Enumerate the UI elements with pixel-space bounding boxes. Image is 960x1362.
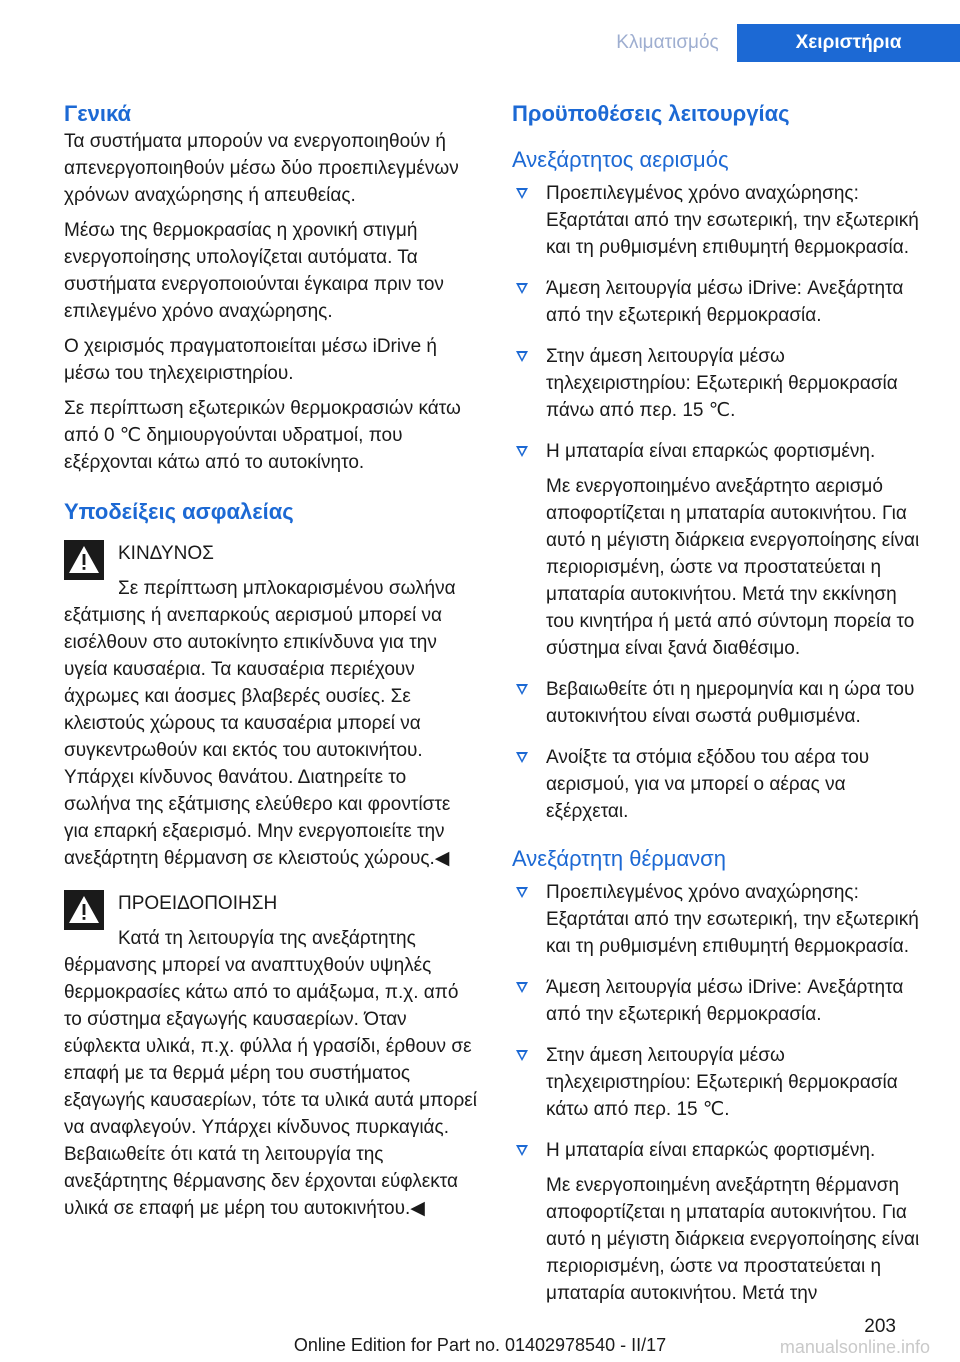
general-paragraph: Τα συστήματα μπορούν να ενεργοποιηθούν ή απενεργοποιηθούν μέσω δύο προεπιλεγμένων χρόνων αναχώρησης ή απευθείας. (64, 131, 459, 206)
right-column (512, 100, 930, 1307)
list-item (512, 974, 930, 1028)
list-item-text: Άμεση λειτουργία μέσω iDrive: Ανεξάρτητα από την εξωτερική θερμοκρασία. (546, 278, 904, 326)
general-paragraph: Σε περίπτωση εξωτερικών θερμοκρασιών κάτω από 0 ℃ δημιουργούνται υδρατμοί, που εξέρχονται κάτω από το αυτοκίνητο. (64, 398, 461, 473)
page-number: 203 (864, 1316, 896, 1337)
list-item (512, 180, 930, 261)
tab-controls[interactable]: Χειριστήρια (737, 24, 960, 62)
list-item-note: Με ενεργοποιημένο ανεξάρτητο αερισμό αποφορτίζεται η μπαταρία αυτοκινήτου. Για αυτό η μέγιστη διάρκεια ενεργοποίησης είναι περιορισμένη, ώστε να προστατεύεται η μπαταρία αυτοκινήτου. Μετά την εκκίνηση του κινητήρα ή μετά από σύντομη πορεία το σύστημα είναι ξανά διαθέσιμο. (546, 476, 920, 659)
list-item (512, 744, 930, 825)
list-item (512, 343, 930, 424)
list-item-text: Στην άμεση λειτουργία μέσω τηλεχειριστηρίου: Εξωτερική θερμοκρασία πάνω από περ. 15 ℃. (546, 346, 898, 421)
heating-list (512, 879, 930, 1307)
warning-triangle-icon (64, 540, 104, 580)
bullet-triangle-icon (516, 1050, 528, 1061)
bullet-triangle-icon (516, 446, 528, 457)
edition-footer: Online Edition for Part no. 01402978540 - II/17 (293, 1335, 667, 1355)
caution-warning (64, 890, 478, 1222)
prerequisites-heading: Προϋποθέσεις λειτουργίας (512, 101, 790, 126)
bullet-triangle-icon (516, 188, 528, 199)
list-item-note: Με ενεργοποιημένη ανεξάρτητη θέρμανση αποφορτίζεται η μπαταρία αυτοκινήτου. Για αυτό η μέγιστη διάρκεια ενεργοποίησης είναι περιορισμένη, ώστε να προστατεύεται η μπαταρία αυτοκινήτου. Μετά την (546, 1175, 920, 1304)
warning-body: θέρμανσης μπορεί να αναπτυχθούν υψηλές θερμοκρασίες κάτω από το αμάξωμα, π.χ. από το σύστημα εξαγωγής καυσαερίων. Όταν εύφλεκτα υλικά, π.χ. φύλλα ή γρασίδι, έρθουν σε επαφή με τα θερμά μέρη του συστήματος εξαγωγής καυσαερίων, τότε τα υλικά αυτά μπορεί να αναφλεγούν. Υπάρχει κίνδυνος πυρκαγιάς. Βεβαιωθείτε ότι κατά τη λειτουργία της ανεξάρτητης θέρμανσης δεν έρχονται εύφλεκτα υλικά σε επαφή με μέρη του αυτοκινήτου.◀ (64, 955, 477, 1219)
list-item-text: Άμεση λειτουργία μέσω iDrive: Ανεξάρτητα από την εξωτερική θερμοκρασία. (546, 977, 904, 1025)
bullet-triangle-icon (516, 684, 528, 695)
general-paragraph: Μέσω της θερμοκρασίας η χρονική στιγμή ενεργοποίησης υπολογίζεται αυτόματα. Τα συστήματα ενεργοποιούνται έγκαιρα πριν τον επιλεγμένο χρόνο αναχώρησης. (64, 220, 444, 322)
left-column (64, 100, 478, 1222)
watermark: manualsonline.info (779, 1337, 930, 1357)
bullet-triangle-icon (516, 752, 528, 763)
list-item (512, 1042, 930, 1123)
list-item-text: Ανοίξτε τα στόμια εξόδου του αέρα του αερισμού, για να μπορεί ο αέρας να εξέρχεται. (546, 747, 870, 822)
bullet-triangle-icon (516, 283, 528, 294)
list-item-text: Η μπαταρία είναι επαρκώς φορτισμένη. (546, 1140, 876, 1161)
list-item (512, 676, 930, 730)
list-item (512, 438, 930, 662)
general-text (64, 128, 478, 476)
ventilation-heading: Ανεξάρτητος αερισμός (512, 147, 729, 172)
list-item (512, 1137, 930, 1307)
warning-title: ΠΡΟΕΙΔΟΠΟΙΗΣΗ (118, 893, 278, 914)
warning-triangle-icon (64, 890, 104, 930)
tab-climate[interactable]: Κλιματισμός (598, 24, 737, 62)
bullet-triangle-icon (516, 351, 528, 362)
list-item-text: Προεπιλεγμένος χρόνο αναχώρησης: Εξαρτάται από την εσωτερική, την εξωτερική και τη ρυθμισμένη επιθυμητή θερμοκρασία. (546, 183, 919, 258)
heating-heading: Ανεξάρτητη θέρμανση (512, 846, 726, 871)
list-item-text: Βεβαιωθείτε ότι η ημερομηνία και η ώρα του αυτοκινήτου είναι σωστά ρυθμισμένα. (546, 679, 915, 727)
bullet-triangle-icon (516, 1145, 528, 1156)
header-tabs (598, 24, 960, 62)
warning-body: εξάτμισης ή ανεπαρκούς αερισμού μπορεί να εισέλθουν στο αυτοκίνητο επικίνδυνα για την υγεία καυσαέρια. Τα καυσαέρια περιέχουν άχρωμες και άοσμες βλαβερές ουσίες. Σε κλειστούς χώρους τα καυσαέρια μπορεί να συγκεντρωθούν και εκτός του αυτοκινήτου. Υπάρχει κίνδυνος θανάτου. Διατηρείτε το σωλήνα της εξάτμισης ελεύθερο και φροντίστε για επαρκή εξαερισμό. Μην ενεργοποιείτε την ανεξάρτητη θέρμανση σε κλειστούς χώρους.◀ (64, 605, 451, 869)
ventilation-list (512, 180, 930, 825)
general-paragraph: Ο χειρισμός πραγματοποιείται μέσω iDrive ή μέσω του τηλεχειριστηρίου. (64, 336, 437, 384)
bullet-triangle-icon (516, 982, 528, 993)
warning-title: ΚΙΝΔΥΝΟΣ (118, 543, 214, 564)
general-heading: Γενικά (64, 101, 132, 126)
warning-first-line: Σε περίπτωση μπλοκαρισμένου σωλήνα (118, 578, 456, 599)
list-item-text: Η μπαταρία είναι επαρκώς φορτισμένη. (546, 441, 876, 462)
warning-first-line: Κατά τη λειτουργία της ανεξάρτητης (118, 928, 416, 949)
list-item (512, 275, 930, 329)
safety-heading: Υποδείξεις ασφαλείας (64, 499, 294, 524)
danger-warning (64, 540, 478, 872)
list-item-text: Προεπιλεγμένος χρόνο αναχώρησης: Εξαρτάται από την εσωτερική, την εξωτερική και τη ρυθμισμένη επιθυμητή θερμοκρασία. (546, 882, 919, 957)
bullet-triangle-icon (516, 887, 528, 898)
list-item-text: Στην άμεση λειτουργία μέσω τηλεχειριστηρίου: Εξωτερική θερμοκρασία κάτω από περ. 15 ℃. (546, 1045, 898, 1120)
list-item (512, 879, 930, 960)
